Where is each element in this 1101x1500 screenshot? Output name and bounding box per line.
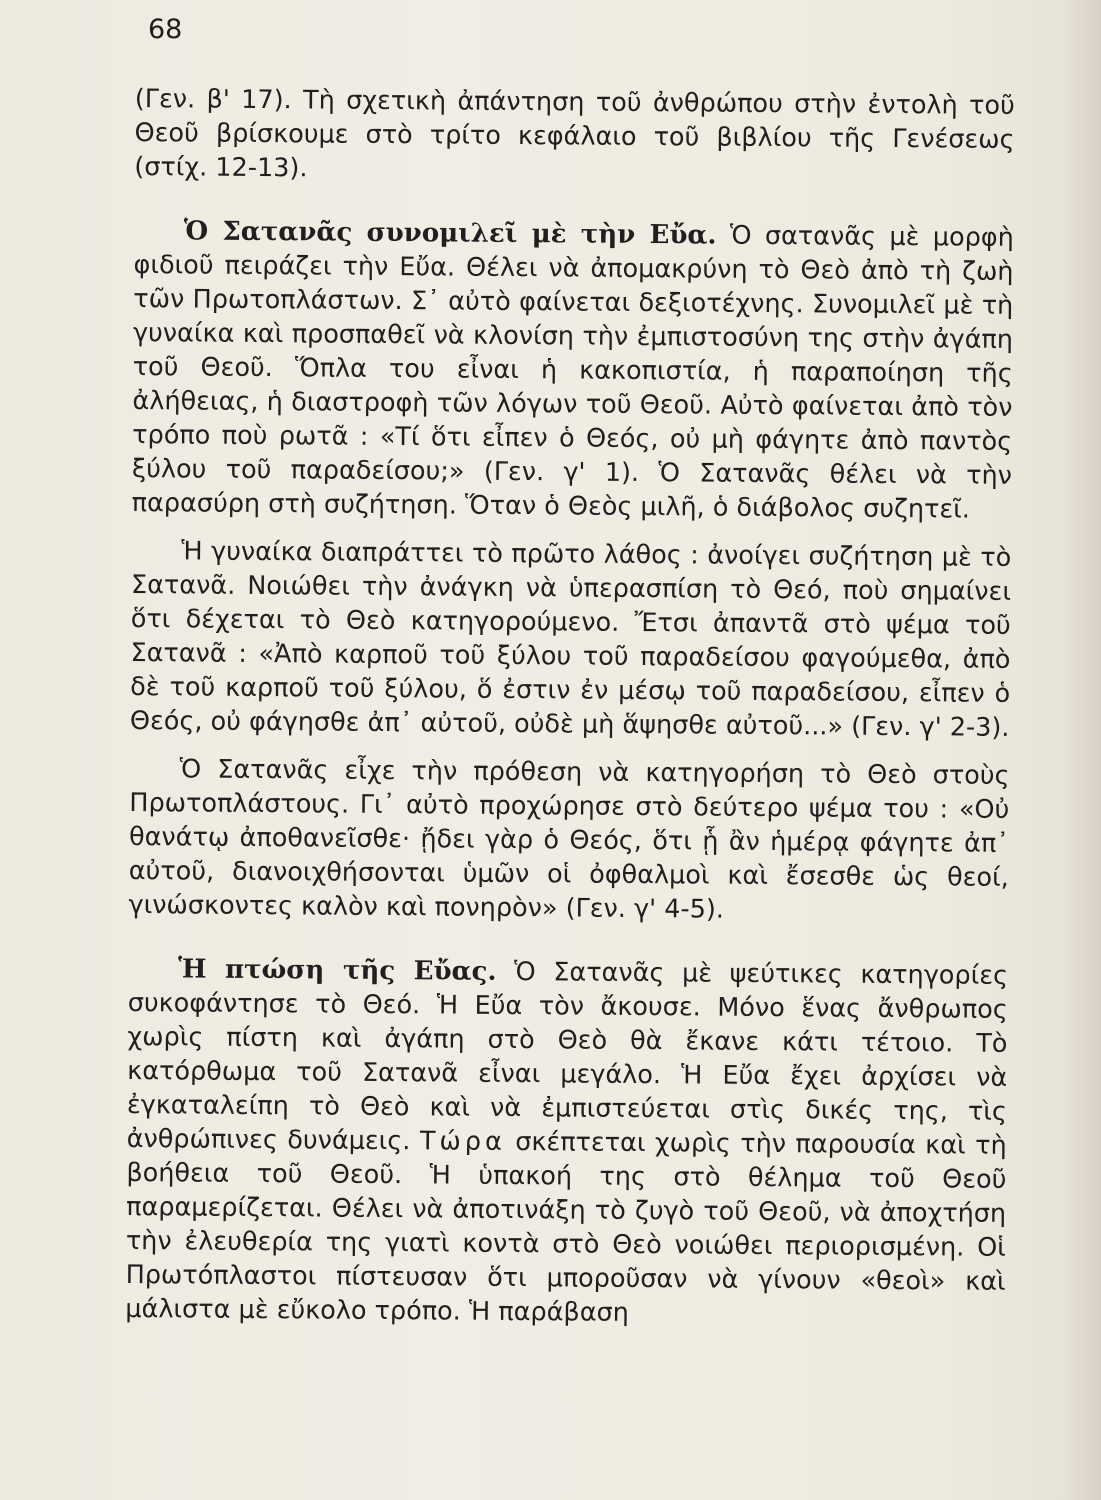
section-heading-fall-of-eve: Ἡ πτώση τῆς Εὔας.: [177, 954, 497, 987]
paragraph-1: (Γεν. β' 17). Τὴ σχετικὴ ἀπάντηση τοῦ ἀνθρώπου στὴν ἐντολὴ τοῦ Θεοῦ βρίσκουμε στὸ τρίτο κεφάλαιο τοῦ βιβλίου τῆς Γενέσεως (στίχ. 12-13).: [134, 83, 1015, 184]
section-heading-satan-converses: Ὁ Σατανᾶς συνομιλεῖ μὲ τὴν Εὔα.: [183, 216, 717, 251]
page-number: 68: [148, 14, 183, 45]
paragraph-5-text-b: σκέπτεται χωρὶς τὴν παρουσία καὶ τὴ βοήθεια τοῦ Θεοῦ. Ἡ ὑπακοή της στὸ θέλημα τοῦ Θεοῦ παραμερίζεται. Θέλει νὰ ἀποτινάξη τὸ ζυγὸ τοῦ Θεοῦ, νὰ ἀποχτήση τὴν ἐλευθερία της γιατὶ κοντὰ στὸ Θεὸ νοιώθει περιορισμένη. Οἱ Πρωτόπλαστοι πίστευσαν ὅτι μποροῦσαν νὰ γίνουν «θεοὶ» καὶ μάλιστα μὲ εὔκολο τρόπο. Ἡ παράβαση: [125, 1126, 1007, 1328]
paragraph-5: [125, 952, 1008, 1333]
page-text: [125, 82, 1015, 1333]
paragraph-5-text-a: Ὁ Σατανᾶς μὲ ψεύτικες κατηγορίες συκοφάντησε τὸ Θεό. Ἡ Εὔα τὸν ἄκουσε. Μόνο ἕνας ἄνθρωπος χωρὶς πίστη καὶ ἀγάπη στὸ Θεὸ θὰ ἔκανε κάτι τέτοιο. Τὸ κατόρθωμα τοῦ Σατανᾶ εἶναι μεγάλο. Ἡ Εὔα ἔχει ἀρχίσει νὰ ἐγκαταλείπη τὸ Θεὸ καὶ νὰ ἐμπιστεύεται στὶς δικές της, τὶς ἀνθρώπινες δυνάμεις.: [126, 956, 1009, 1157]
emphasized-word: Τώρα: [419, 1126, 506, 1157]
paragraph-2: [132, 214, 1014, 527]
page-edge-shadow: [1061, 0, 1101, 1500]
paragraph-4: Ὁ Σατανᾶς εἶχε τὴν πρόθεση νὰ κατηγορήση τὸ Θεὸ στοὺς Πρωτοπλάστους. Γι᾿ αὐτὸ προχώρησε στὸ δεύτερο ψέμα του : «Οὐ θανάτῳ ἀποθανεῖσθε· ᾔδει γὰρ ὁ Θεός, ὅτι ᾗ ἂν ἡμέρᾳ φάγητε ἀπ᾿ αὐτοῦ, διανοιχθήσονται ὑμῶν οἱ ὀφθαλμοὶ καὶ ἔσεσθε ὡς θεοί, γινώσκοντες καλὸν καὶ πονηρὸν» (Γεν. γ' 4-5).: [128, 754, 1010, 925]
paragraph-2-text: Ὁ σατανᾶς μὲ μορφὴ φιδιοῦ πειράζει τὴν Εὔα. Θέλει νὰ ἀπομακρύνη τὸ Θεὸ ἀπὸ τὴ ζωὴ τῶν Πρωτοπλάστων. Σ᾿ αὐτὸ φαίνεται δεξιοτέχνης. Συνομιλεῖ μὲ τὴ γυναίκα καὶ προσπαθεῖ νὰ κλονίση τὴν ἐμπιστοσύνη της στὴν ἀγάπη τοῦ Θεοῦ. Ὅπλα του εἶναι ἡ κακοπιστία, ἡ παραποίηση τῆς ἀλήθειας, ἡ διαστροφὴ τῶν λόγων τοῦ Θεοῦ. Αὐτὸ φαίνεται ἀπὸ τὸν τρόπο ποὺ ρωτᾶ : «Τί ὅτι εἶπεν ὁ Θεός, οὐ μὴ φάγητε ἀπὸ παντὸς ξύλου τοῦ παραδείσου;» (Γεν. γ' 1). Ὁ Σατανᾶς θέλει νὰ τὴν παρασύρη στὴ συζήτηση. Ὅταν ὁ Θεὸς μιλῆ, ὁ διάβολος συζητεῖ.: [131, 220, 1014, 525]
paragraph-3: Ἡ γυναίκα διαπράττει τὸ πρῶτο λάθος : ἀνοίγει συζήτηση μὲ τὸ Σατανᾶ. Νοιώθει τὴν ἀνάγκη νὰ ὑπερασπίση τὸ Θεό, ποὺ σημαίνει ὅτι δέχεται τὸ Θεὸ κατηγορούμενο. Ἔτσι ἀπαντᾶ στὸ ψέμα τοῦ Σατανᾶ : «Ἀπὸ καρποῦ τοῦ ξύλου τοῦ παραδείσου φαγούμεθα, ἀπὸ δὲ τοῦ καρποῦ τοῦ ξύλου, ὅ ἐστιν ἐν μέσῳ τοῦ παραδείσου, εἶπεν ὁ Θεός, οὐ φάγησθε ἀπ᾿ αὐτοῦ, οὐδὲ μὴ ἅψησθε αὐτοῦ...» (Γεν. γ' 2-3).: [129, 536, 1012, 743]
